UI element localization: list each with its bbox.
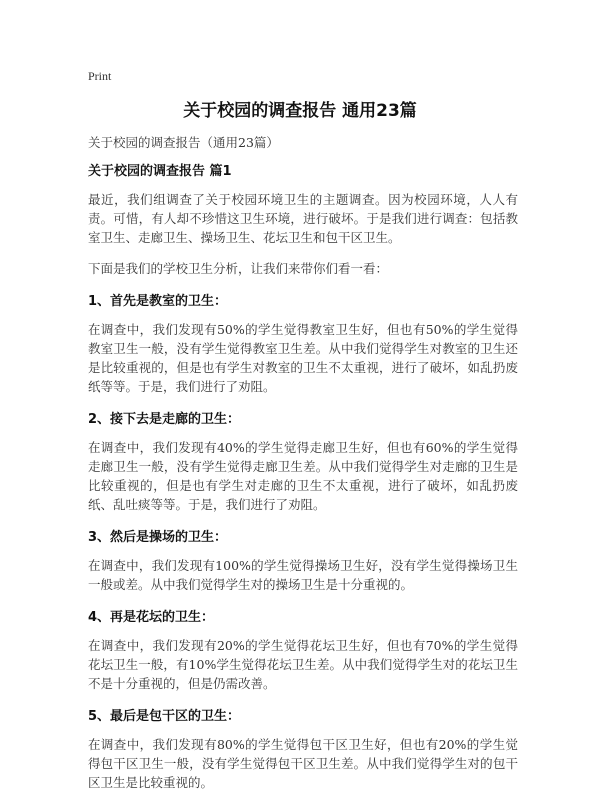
page-title: 关于校园的调查报告 通用23篇 <box>183 101 417 121</box>
paragraph-playground: 在调查中，我们发现有100%的学生觉得操场卫生好，没有学生觉得操场卫生一般或差。从中我们觉得学生对的操场卫生是十分重视的。 <box>88 558 518 592</box>
subheading-flowerbed: 4、再是花坛的卫生： <box>88 610 215 625</box>
intro-paragraph: 最近，我们组调查了关于校园环境卫生的主题调查。因为校园环境，人人有责。可惜，有人却不珍惜这卫生环境，进行破坏。于是我们进行调查：包括教室卫生、走廊卫生、操场卫生、花坛卫生和包干区卫生。 <box>88 192 518 245</box>
paragraph-corridor: 在调查中，我们发现有40%的学生觉得走廊卫生好，但也有60%的学生觉得走廊卫生一般，没有学生觉得走廊卫生差。从中我们觉得学生对走廊的卫生是比较重视的，但是也有学生对走廊的卫生不太重视，进行了破坏，如乱扔废纸、乱吐痰等等。于是，我们进行了劝阻。 <box>88 440 518 512</box>
subheading-assigned-area: 5、最后是包干区的卫生： <box>88 709 241 724</box>
paragraph-flowerbed: 在调查中，我们发现有20%的学生觉得花坛卫生好，但也有70%的学生觉得花坛卫生一般，有10%学生觉得花坛卫生差。从中我们觉得学生对的花坛卫生不是十分重视的，但是仍需改善。 <box>88 638 518 691</box>
lead-in-paragraph: 下面是我们的学校卫生分析，让我们来带你们看一看： <box>88 261 389 276</box>
subheading-classroom: 1、首先是教室的卫生： <box>88 294 228 309</box>
document-body <box>88 160 518 804</box>
subheading-corridor: 2、接下去是走廊的卫生： <box>88 412 241 427</box>
section-heading: 关于校园的调查报告 篇1 <box>88 164 232 179</box>
print-link[interactable]: Print <box>88 69 112 83</box>
paragraph-classroom: 在调查中，我们发现有50%的学生觉得教室卫生好，但也有50%的学生觉得教室卫生一般，没有学生觉得教室卫生差。从中我们觉得学生对教室的卫生还是比较重视的，但是也有学生对教室的卫生不太重视，进行了破坏，如乱扔废纸等等。于是，我们进行了劝阻。 <box>88 322 518 394</box>
subheading-playground: 3、然后是操场的卫生： <box>88 530 228 545</box>
paragraph-assigned-area: 在调查中，我们发现有80%的学生觉得包干区卫生好，但也有20%的学生觉得包干区卫生一般，没有学生觉得包干区卫生差。从中我们觉得学生对的包干区卫生是比较重视的。 <box>88 737 518 790</box>
document-subtitle: 关于校园的调查报告（通用23篇） <box>88 135 279 150</box>
